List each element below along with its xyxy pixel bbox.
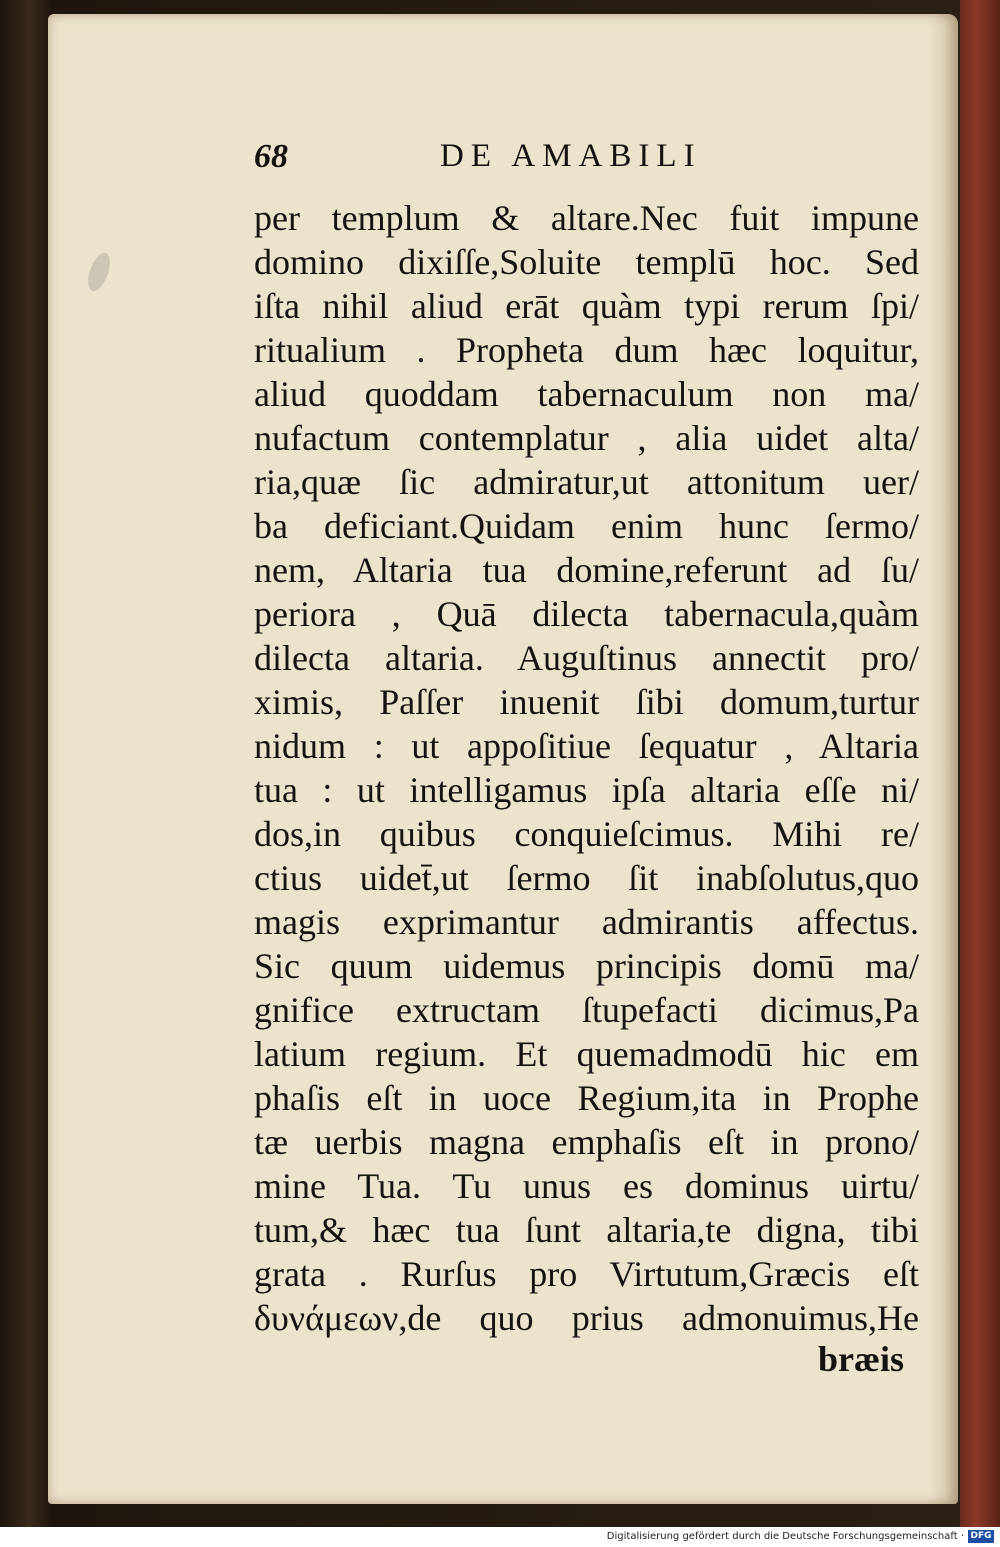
text-line: grata . Rurſus pro Virtutum,Græcis eſt — [254, 1254, 919, 1294]
text-line: phaſis eſt in uoce Regium,ita in Prophe — [254, 1078, 919, 1118]
text-line: tum,& hæc tua ſunt altaria,te digna, tibi — [254, 1210, 919, 1250]
text-line: tua : ut intelligamus ipſa altaria eſſe ni/ — [254, 770, 919, 810]
text-line: mine Tua. Tu unus es dominus uirtu/ — [254, 1166, 919, 1206]
dfg-logo: DFG — [968, 1530, 994, 1543]
text-line: ritualium . Propheta dum hæc loquitur, — [254, 330, 919, 370]
footer-credit: Digitalisierung gefördert durch die Deutsche Forschungsgemeinschaft · — [606, 1531, 964, 1542]
text-line: aliud quoddam tabernaculum non ma/ — [254, 374, 919, 414]
text-line: nidum : ut appoſitiue ſequatur , Altaria — [254, 726, 919, 766]
text-line: per templum & altare.Nec fuit impune — [254, 198, 919, 238]
text-line: latium regium. Et quemadmodū hic em — [254, 1034, 919, 1074]
text-line: periora , Quā dilecta tabernacula,quàm — [254, 594, 919, 634]
text-line: δυνάμεων,de quo prius admonuimus,He — [254, 1298, 919, 1338]
text-line: ba deficiant.Quidam enim hunc ſermo/ — [254, 506, 919, 546]
text-line: tæ uerbis magna emphaſis eſt in prono/ — [254, 1122, 919, 1162]
text-line: nem, Altaria tua domine,referunt ad ſu/ — [254, 550, 919, 590]
folio-number: 68 — [254, 138, 288, 175]
text-line: dilecta altaria. Auguſtinus annectit pro/ — [254, 638, 919, 678]
text-line: nufactum contemplatur , alia uidet alta/ — [254, 418, 919, 458]
text-line: ria,quæ ſic admiratur,ut attonitum uer/ — [254, 462, 919, 502]
text-line: ctius uidet̄,ut ſermo ſit inabſolutus,quo — [254, 858, 919, 898]
catchword: bræis — [818, 1339, 905, 1379]
text-line: gnifice extructam ſtupefacti dicimus,Pa — [254, 990, 919, 1030]
text-line: domino dixiſſe,Soluite templū hoc. Sed — [254, 242, 919, 282]
text-line: magis exprimantur admirantis affectus. — [254, 902, 919, 942]
text-line: Sic quum uidemus principis domū ma/ — [254, 946, 919, 986]
text-block — [254, 196, 919, 1340]
page-header — [254, 138, 734, 182]
running-title: DE AMABILI — [440, 138, 702, 174]
page-stain — [84, 250, 115, 294]
page-edge-shadow — [928, 14, 958, 1504]
text-line: dos,in quibus conquieſcimus. Mihi re/ — [254, 814, 919, 854]
text-line: iſta nihil aliud erāt quàm typi rerum ſpi/ — [254, 286, 919, 326]
book-spine — [960, 0, 1000, 1527]
text-line: ximis, Paſſer inuenit ſibi domum,turtur — [254, 682, 919, 722]
